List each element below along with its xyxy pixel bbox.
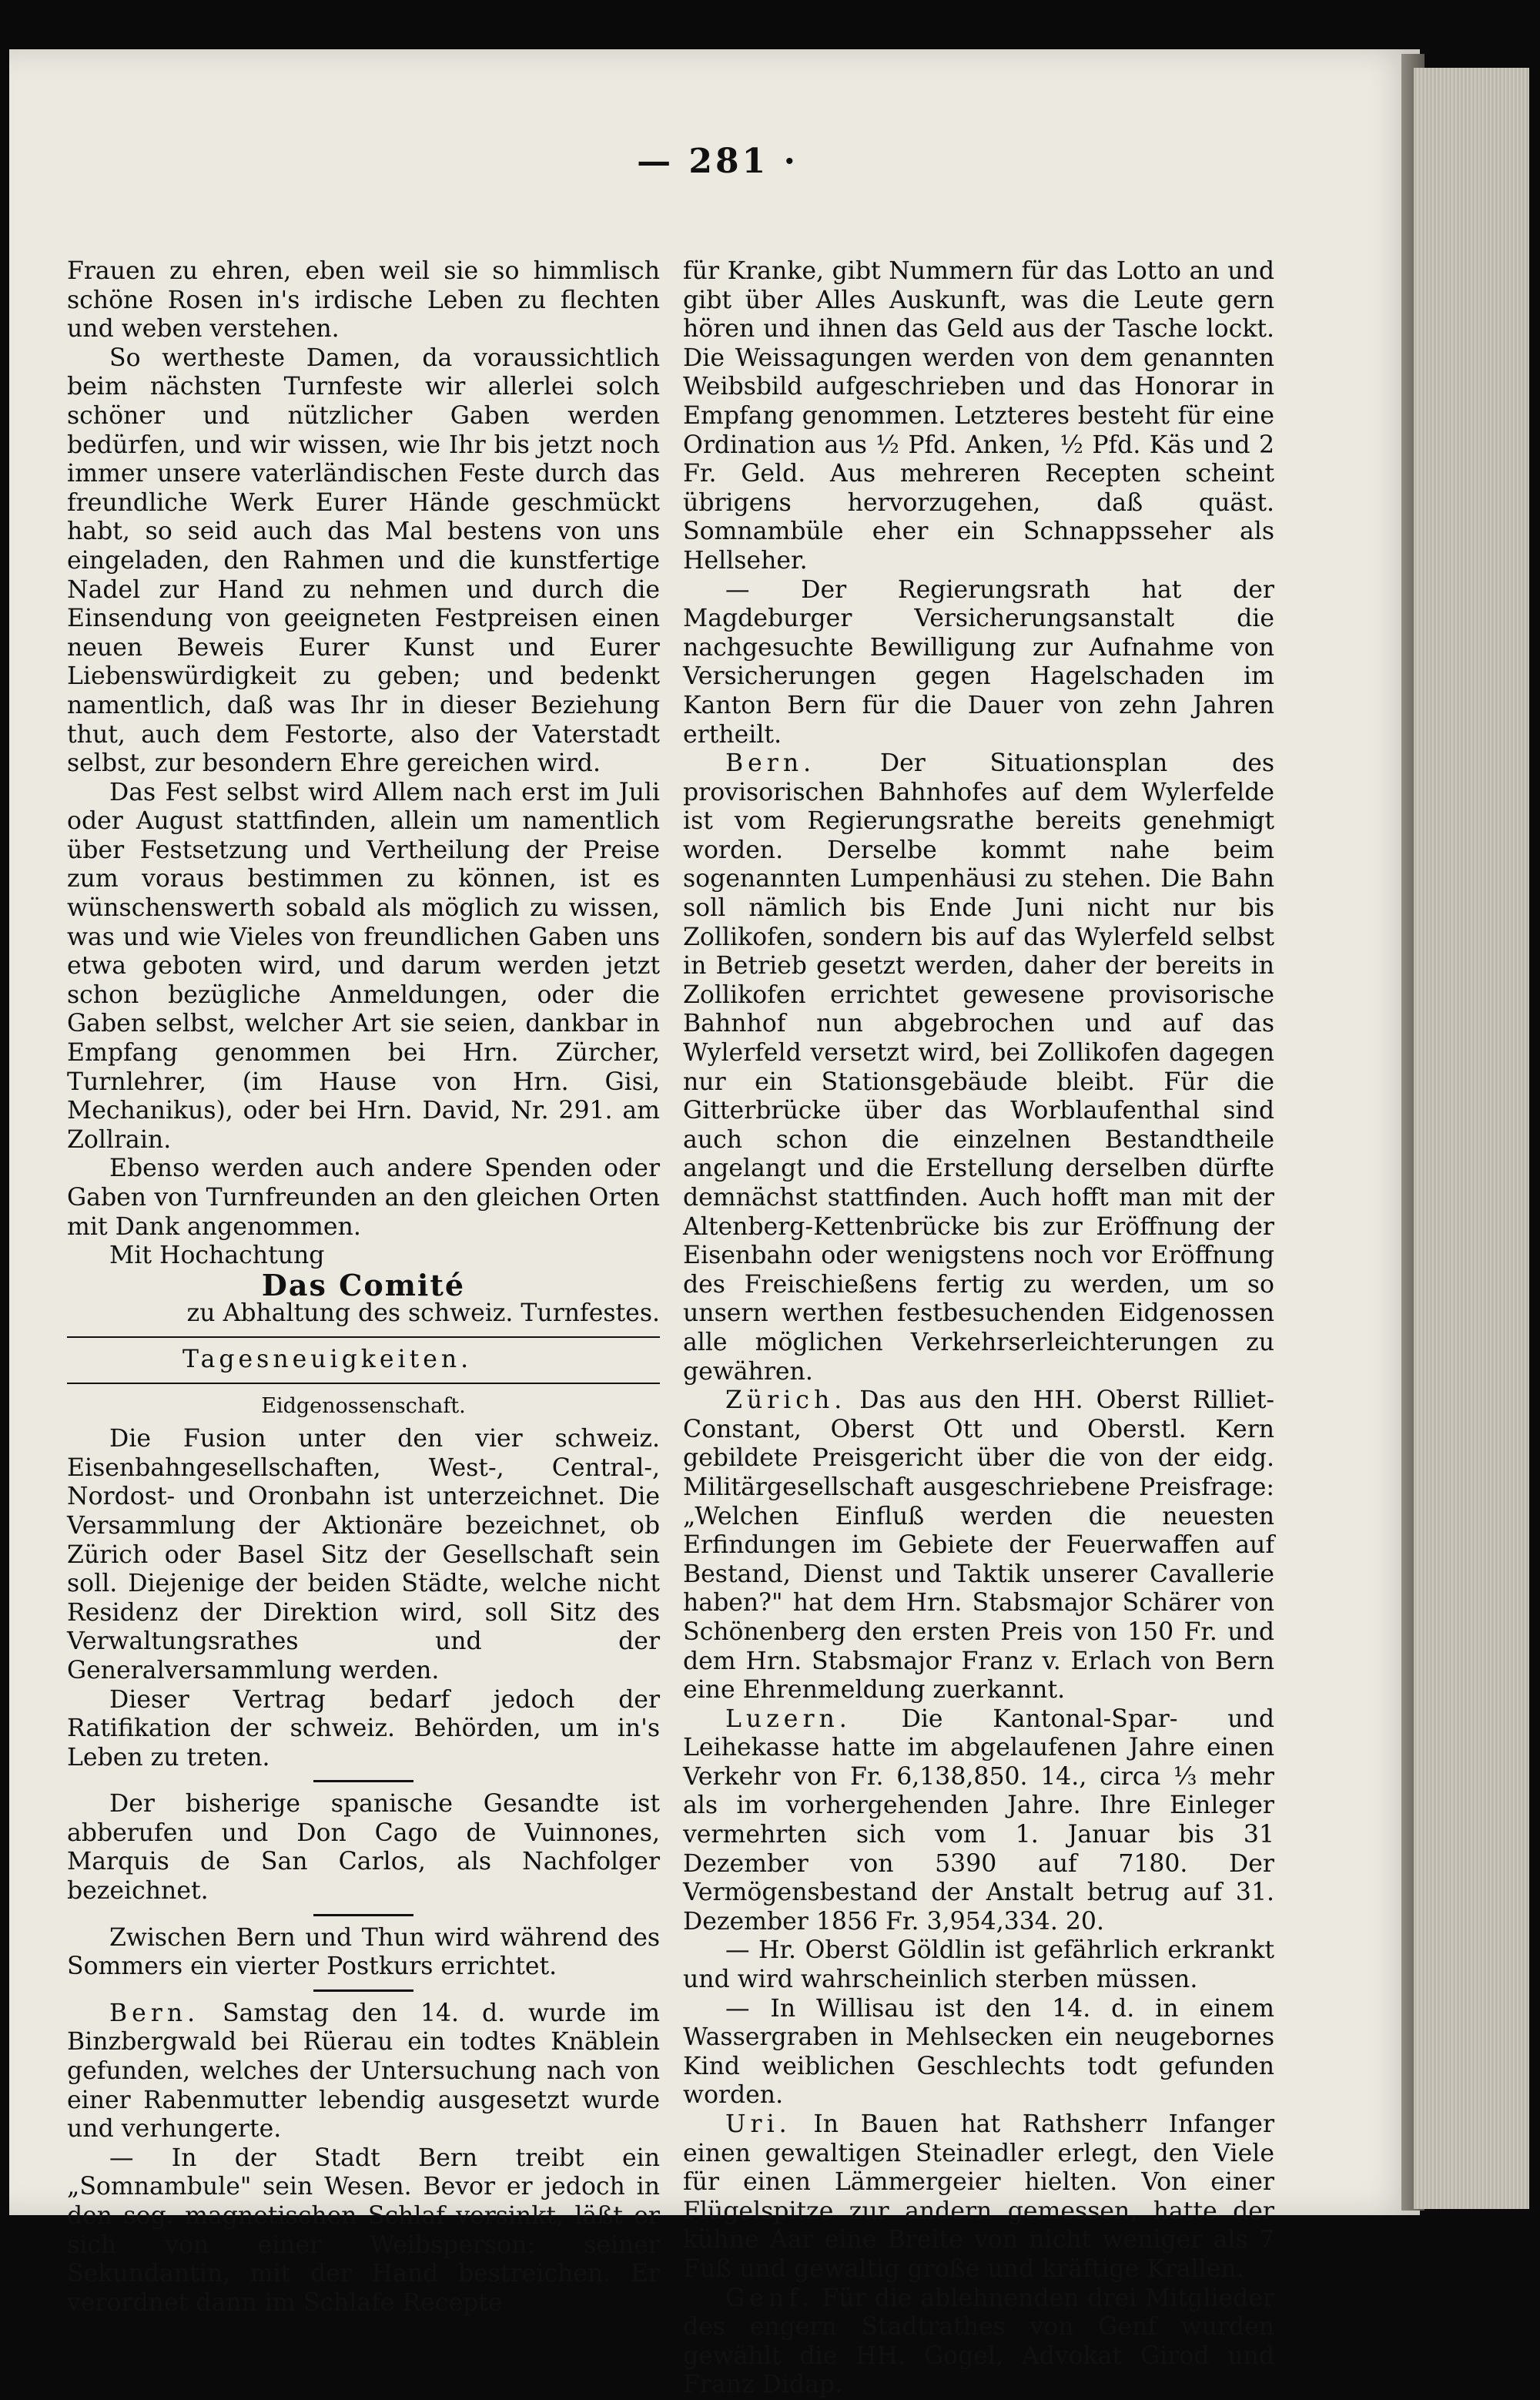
paragraph — [683, 2284, 1274, 2400]
place-name: Genf. — [725, 2284, 814, 2312]
divider — [67, 1383, 660, 1384]
divider — [67, 1336, 660, 1338]
paragraph-text: Samstag den 14. d. wurde im Binzbergwald bei Rüerau ein todtes Knäblein gefunden, welches der Untersuchung nach von einer Rabenmutter lebendig ausgesetzt wurde und verhungerte. — [67, 1999, 660, 2144]
paragraph — [683, 1705, 1274, 1937]
newspaper-page — [9, 49, 1420, 2399]
right-column — [683, 257, 1274, 2400]
place-name: Uri. — [725, 2110, 792, 2138]
paragraph — [683, 2110, 1274, 2284]
paragraph: — In der Stadt Bern treibt ein „Somnambule" sein Wesen. Bevor er jedoch in den sog. magnetischen Schlaf versinkt, läßt er sich von einer Weibsperson: seiner Sekundantin, mit der Hand bestreichen. Er verordnet dann im Schlafe Recepte — [67, 2144, 660, 2317]
divider — [313, 1989, 413, 1992]
section-title: Tagesneuigkeiten. — [182, 1345, 473, 1373]
subsection-title: Eidgenossenschaft. — [261, 1393, 466, 1418]
paragraph-text: In Bauen hat Rathsherr Infanger einen gewaltigen Steinadler erlegt, den Viele für einen Lämmergeier hielten. Von einer Flügelspitze zur andern gemessen, hatte der kühne Aar eine Breite von nicht weniger als 7 Fuß und gewaltig große und kräftige Krallen. — [683, 2110, 1274, 2283]
paragraph: So wertheste Damen, da voraussichtlich beim nächsten Turnfeste wir allerlei solch schöner und nützlicher Gaben werden bedürfen, und wir wissen, wie Ihr bis jetzt noch immer unsere vaterländischen Feste durch das freundliche Werk Eurer Hände geschmückt habt, so seid auch das Mal bestens von uns eingeladen, den Rahmen und die kunstfertige Nadel zur Hand zu nehmen und durch die Einsendung von geeigneten Festpreisen einen neuen Beweis Eurer Kunst und Eurer Liebenswürdigkeit zu geben; und bedenkt namentlich, daß was Ihr in dieser Beziehung thut, auch dem Festorte, also der Vaterstadt selbst, zur besondern Ehre gereichen wird. — [67, 344, 660, 778]
divider — [313, 1780, 413, 1782]
paragraph: — Der Regierungsrath hat der Magdeburger Versicherungsanstalt die nachgesuchte Bewilligung zur Aufnahme von Versicherungen gegen Hagelschaden im Kanton Bern für die Dauer von zehn Jahren ertheilt. — [683, 575, 1274, 749]
paragraph — [683, 749, 1274, 1386]
signature-comite: Das Comité — [261, 1267, 466, 1302]
paragraph: Die Fusion unter den vier schweiz. Eisenbahngesellschaften, West-, Central-, Nordost- und Oronbahn ist unterzeichnet. Die Versammlung der Aktionäre bezeichnet, ob Zürich oder Basel Sitz der Gesellschaft sein soll. Diejenige der beiden Städte, welche nicht Residenz der Direktion wird, soll Sitz des Verwaltungsrathes und der Generalversammlung werden. — [67, 1425, 660, 1684]
paragraph-text: Die Kantonal-Spar- und Leihekasse hatte im abgelaufenen Jahre einen Verkehr von Fr. 6,138,850. 14., circa ⅓ mehr als im vorhergehenden Jahre. Ihre Einleger vermehrten sich vom 1. Januar bis 31 Dezember von 5390 auf 7180. Der Vermögensbestand der Anstalt betrug auf 31. Dezember 1856 Fr. 3,954,334. 20. — [683, 1704, 1274, 1936]
paragraph-text: Für die ablehnenden drei Mitglieder des engern Stadtrathes von Genf wurden gewählt die HH. Gogel, Advokat Girod und Franz Didap. — [683, 2284, 1274, 2399]
paragraph: Der bisherige spanische Gesandte ist abberufen und Don Cago de Vuinnones, Marquis de San Carlos, als Nachfolger bezeichnet. — [67, 1790, 660, 1906]
divider — [313, 1914, 413, 1916]
place-name: Bern. — [725, 749, 816, 778]
left-column — [67, 257, 660, 2318]
signature-subtitle: zu Abhaltung des schweiz. Turnfestes. — [186, 1299, 660, 1328]
paragraph — [683, 1386, 1274, 1705]
paragraph: für Kranke, gibt Nummern für das Lotto an und gibt über Alles Auskunft, was die Leute gern hören und ihnen das Geld aus der Tasche lockt. Die Weissagungen werden von dem genannten Weibsbild aufgeschrieben und das Honorar in Empfang genommen. Letzteres besteht für eine Ordination aus ½ Pfd. Anken, ½ Pfd. Käs und 2 Fr. Geld. Aus mehreren Recepten scheint übrigens hervorzugehen, daß quäst. Somnambüle eher ein Schnappsseher als Hellseher. — [683, 257, 1274, 575]
place-name: Zürich. — [725, 1386, 847, 1415]
paragraph — [67, 1999, 660, 2144]
paragraph: Dieser Vertrag bedarf jedoch der Ratifikation der schweiz. Behörden, um in's Leben zu treten. — [67, 1685, 660, 1772]
closing-salutation: Mit Hochachtung — [109, 1242, 325, 1270]
paragraph: Das Fest selbst wird Allem nach erst im Juli oder August stattfinden, allein um namentlich über Festsetzung und Vertheilung der Preise zum voraus bestimmen zu können, ist es wünschenswerth sobald als möglich zu wissen, was und wie Vieles von freundlichen Gaben uns etwa geboten wird, und darum werden jetzt schon bezügliche Anmeldungen, oder die Gaben selbst, welcher Art sie seien, dankbar in Empfang genommen bei Hrn. Zürcher, Turnlehrer, (im Hause von Hrn. Gisi, Mechanikus), oder bei Hrn. David, Nr. 291. am Zollrain. — [67, 778, 660, 1154]
place-name: Luzern. — [725, 1704, 852, 1733]
place-name: Bern. — [109, 1999, 200, 2027]
paragraph-text: Das aus den HH. Oberst Rilliet-Constant, Oberst Ott und Oberstl. Kern gebildete Preisgericht über die von der eidg. Militärgesellschaft ausgeschriebene Preisfrage: „Welchen Einfluß werden die neuesten Erfindungen im Gebiete der Feuerwaffen auf Bestand, Dienst und Taktik unserer Cavallerie haben?" hat dem Hrn. Stabsmajor Schärer von Schönenberg den ersten Preis von 150 Fr. und dem Hrn. Stabsmajor Franz v. Erlach von Bern eine Ehrenmeldung zuerkannt. — [683, 1386, 1274, 1704]
page-number: — 281 · — [637, 142, 798, 181]
paragraph: — In Willisau ist den 14. d. in einem Wassergraben in Mehlsecken ein neugebornes Kind weiblichen Geschlechts todt gefunden worden. — [683, 1994, 1274, 2110]
book-page-edges — [1414, 68, 1529, 2209]
paragraph: Ebenso werden auch andere Spenden oder Gaben von Turnfreunden an den gleichen Orten mit Dank angenommen. — [67, 1155, 660, 1241]
paragraph: Frauen zu ehren, eben weil sie so himmlisch schöne Rosen in's irdische Leben zu flechten und weben verstehen. — [67, 257, 660, 344]
paragraph: Zwischen Bern und Thun wird während des Sommers ein vierter Postkurs errichtet. — [67, 1923, 660, 1981]
paragraph: — Hr. Oberst Göldlin ist gefährlich erkrankt und wird wahrscheinlich sterben müssen. — [683, 1936, 1274, 1994]
paragraph-text: Der Situationsplan des provisorischen Bahnhofes auf dem Wylerfelde ist vom Regierungsrathe bereits genehmigt worden. Derselbe kommt nahe beim sogenannten Lumpenhäusi zu stehen. Die Bahn soll nämlich bis Ende Juni nicht nur bis Zollikofen, sondern bis auf das Wylerfeld selbst in Betrieb gesetzt werden, daher der bereits in Zollikofen errichtet gewesene provisorische Bahnhof nun abgebrochen und auf das Wylerfeld versetzt wird, bei Zollikofen dagegen nur ein Stationsgebäude bleibt. Für die Gitterbrücke über das Worblaufenthal sind auch schon die einzelnen Bestandtheile angelangt und die Erstellung derselben dürfte demnächst stattfinden. Auch hofft man mit der Altenberg-Kettenbrücke bis zur Eröffnung der Eisenbahn oder wenigstens noch vor Eröffnung des Freischießens fertig zu werden, um so unsern werthen festbesuchenden Eidgenossen alle möglichen Verkehrserleichterungen zu gewähren. — [683, 749, 1275, 1386]
